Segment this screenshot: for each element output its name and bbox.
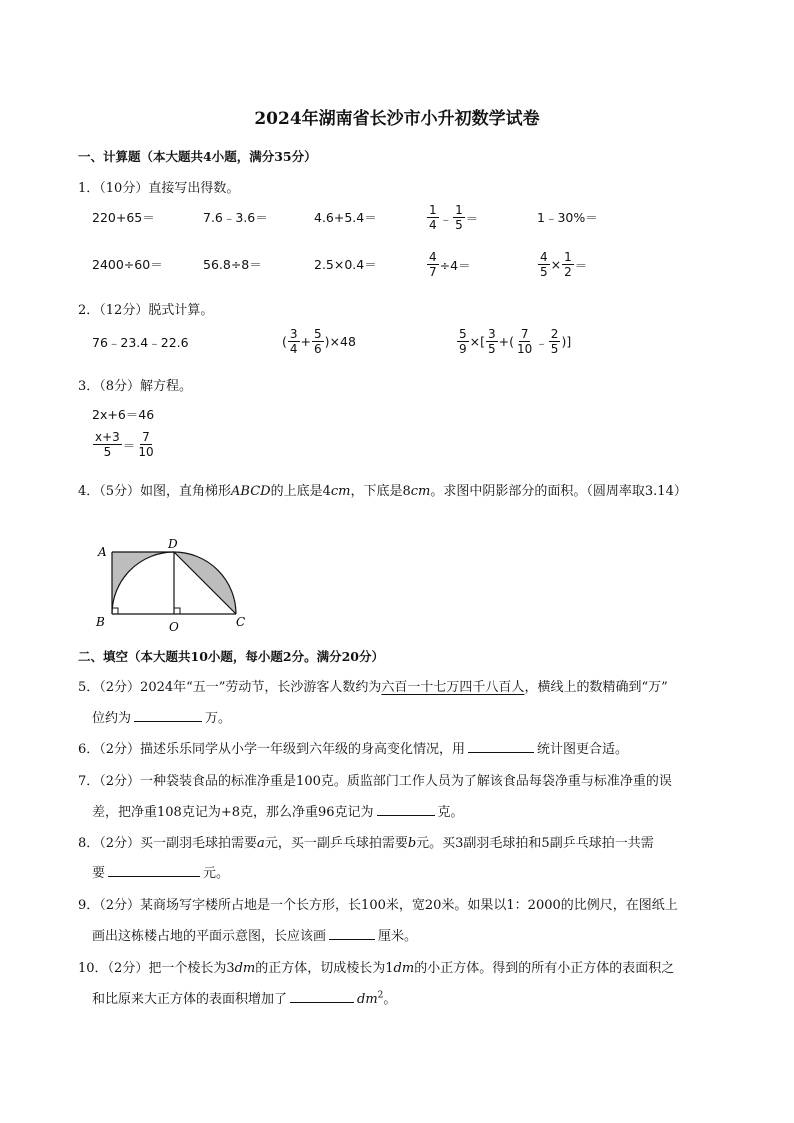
q2-expr-3 (456, 327, 571, 356)
text: 差，把净重108克记为+8克，那么净重96克记为 (92, 805, 374, 820)
denominator: 7 (429, 265, 437, 279)
q3-expr-2 (92, 430, 157, 459)
fraction (538, 250, 550, 279)
fraction (312, 327, 324, 356)
paren: )] (561, 334, 572, 349)
operator: + (300, 334, 312, 349)
text: 元，买一副乒乓球拍需要 (264, 836, 408, 851)
q3-expr-1: 2x+6＝46 (92, 407, 155, 422)
trapezoid-figure (90, 532, 250, 636)
text: 克。 (437, 805, 464, 820)
question-10-line-2 (92, 988, 396, 1007)
numerator: 3 (488, 327, 496, 341)
expr-rest: ÷4＝ (439, 257, 471, 273)
numerator: 4 (429, 250, 437, 264)
fraction (427, 203, 439, 232)
question-6 (78, 738, 628, 757)
denominator: 9 (459, 342, 467, 356)
question-1-label: 1．（10分）直接写出得数。 (78, 181, 240, 196)
variable: a (257, 836, 265, 851)
text: 5．（2分）2024年“五一”劳动节，长沙游客人数约为 (78, 680, 382, 695)
answer-blank[interactable] (134, 709, 202, 722)
fraction (486, 327, 498, 356)
unit: cm (410, 484, 431, 499)
equals: ＝ (122, 437, 136, 453)
denominator: 4 (289, 342, 298, 356)
denominator: 6 (314, 342, 322, 356)
fraction (515, 327, 534, 356)
text: 8．（2分）买一副羽毛球拍需要 (78, 836, 258, 851)
fraction (549, 327, 561, 356)
q2-expr-2 (282, 327, 356, 356)
answer-blank[interactable] (329, 927, 375, 940)
unit: dm (393, 961, 415, 976)
question-7-line-1: 7．（2分）一种袋装食品的标准净重是100克。质监部门工作人员为了解该食品每袋净重与标准净重的误 (78, 774, 672, 789)
numerator: 4 (540, 250, 548, 264)
text: 厘米。 (378, 929, 418, 944)
q1-expr-1: 220+65＝ (92, 210, 155, 225)
q1-expr-3: 4.6+5.4＝ (314, 210, 377, 225)
label-b: B (96, 615, 105, 629)
answer-blank[interactable] (290, 990, 354, 1003)
text: ABCD (231, 484, 271, 499)
section-1-heading: 一、计算题（本大题共4小题，满分35分） (78, 149, 317, 164)
fraction (562, 250, 574, 279)
fraction (457, 327, 469, 356)
text: 的正方体，切成棱长为1 (255, 961, 394, 976)
question-5-line-2 (92, 707, 231, 726)
denominator: 4 (429, 218, 437, 232)
fraction (453, 203, 465, 232)
answer-blank[interactable] (377, 803, 435, 816)
paren: ( (282, 334, 287, 349)
text: 元。买3副羽毛球拍和5副乒乓球拍一共需 (416, 836, 654, 851)
denominator: 5 (540, 265, 548, 279)
question-5-line-1 (78, 676, 668, 695)
numerator: 5 (314, 327, 322, 341)
q1-expr-7: 56.8÷8＝ (203, 257, 262, 272)
fraction (427, 250, 439, 279)
fraction (93, 430, 122, 459)
operator: ×[ (469, 334, 485, 349)
q2-expr-1: 76﹣23.4﹣22.6 (92, 335, 189, 350)
denominator: 5 (103, 445, 112, 459)
unit: dm (234, 961, 256, 976)
label-c: C (236, 615, 246, 629)
numerator: 1 (429, 203, 437, 217)
operator: +( (498, 334, 514, 349)
q1-expr-6: 2400÷60＝ (92, 257, 163, 272)
page-title: 2024年湖南省长沙市小升初数学试卷 (254, 109, 540, 129)
label-d: D (168, 537, 178, 551)
label-a: A (98, 545, 107, 559)
question-4-label (78, 480, 687, 499)
equals: ＝ (465, 210, 479, 226)
question-9-line-2 (92, 925, 417, 944)
answer-blank[interactable] (468, 740, 534, 753)
operator: ﹣ (439, 210, 453, 226)
numerator: 5 (459, 327, 467, 341)
text: 的小正方体。得到的所有小正方体的表面积之 (414, 961, 675, 976)
label-o: O (169, 620, 179, 634)
q1-expr-9 (426, 250, 471, 279)
denominator: 2 (564, 265, 572, 279)
denominator: 5 (488, 342, 496, 356)
numerator: 1 (564, 250, 572, 264)
text: 4．（5分）如图，直角梯形 (78, 484, 232, 499)
right-angle-b (112, 608, 118, 614)
numerator: 7 (142, 430, 150, 444)
text: 。求图中阴影部分的面积。（圆周率取3.14） (430, 484, 687, 499)
numerator: 3 (289, 327, 298, 341)
text: 画出这栋楼占地的平面示意图，长应该画 (92, 929, 327, 944)
fraction (288, 327, 300, 356)
text: 和比原来大正方体的表面积增加了 (92, 992, 288, 1007)
q1-expr-5: 1﹣30%＝ (537, 210, 598, 225)
question-2-label: 2．（12分）脱式计算。 (78, 303, 214, 318)
text: 10．（2分）把一个棱长为3 (78, 961, 235, 976)
question-8-line-2 (92, 862, 229, 881)
text: ，横线上的数精确到“万” (524, 680, 668, 695)
numerator: 7 (520, 327, 529, 341)
right-angle-o (174, 608, 180, 614)
operator: × (550, 257, 562, 272)
shaded-region-left (112, 552, 174, 614)
equals: ＝ (574, 257, 588, 273)
denominator: 5 (550, 342, 559, 356)
q1-expr-10 (537, 250, 587, 279)
text: 6．（2分）描述乐乐同学从小学一年级到六年级的身高变化情况，用 (78, 742, 466, 757)
text: 的上底是4 (270, 484, 331, 499)
section-2-heading: 二、填空（本大题共10小题，每小题2分。满分20分） (78, 649, 384, 664)
question-9-line-1: 9．（2分）某商场写字楼所占地是一个长方形，长100米，宽20米。如果以1：2000的比例尺，在图纸上 (78, 898, 678, 913)
unit: cm (330, 484, 351, 499)
text: 。 (383, 992, 397, 1007)
operator: ﹣ (535, 334, 548, 350)
denominator: 10 (517, 342, 533, 356)
text: 要 (92, 866, 106, 881)
unit: dm (357, 992, 378, 1007)
q1-expr-2: 7.6﹣3.6＝ (203, 210, 268, 225)
text: ，下底是8 (350, 484, 411, 499)
numerator: 1 (455, 203, 463, 217)
q1-expr-8: 2.5×0.4＝ (314, 257, 377, 272)
question-7-line-2 (92, 801, 464, 820)
numerator: x+3 (95, 430, 120, 444)
text: 统计图更合适。 (537, 742, 629, 757)
question-8-line-1 (78, 832, 654, 851)
expr-rest: )×48 (324, 334, 356, 349)
question-3-label: 3．（8分）解方程。 (78, 379, 193, 394)
text: 元。 (203, 866, 230, 881)
fraction (136, 430, 155, 459)
exponent: 2 (377, 990, 384, 1001)
numerator: 2 (550, 327, 559, 341)
denominator: 10 (138, 445, 154, 459)
text: 万。 (205, 711, 232, 726)
answer-blank[interactable] (108, 864, 200, 877)
text: 位约为 (92, 711, 132, 726)
question-10-line-1 (78, 957, 674, 976)
underlined-number: 六百一十七万四千八百人 (381, 680, 525, 695)
denominator: 5 (455, 218, 463, 232)
q1-expr-4 (426, 203, 478, 232)
variable: b (407, 836, 417, 851)
